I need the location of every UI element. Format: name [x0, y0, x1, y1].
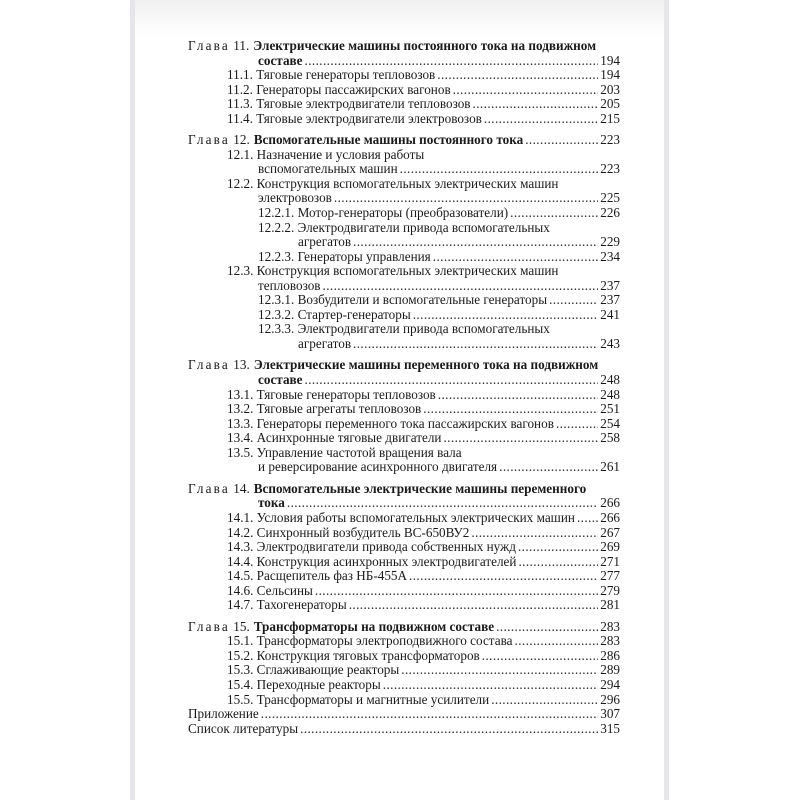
toc-entry[interactable]	[188, 83, 620, 98]
subsection-number: 12.2.3.	[258, 248, 295, 264]
section-title: Электродвигатели привода собственных нужд	[256, 539, 516, 555]
subsection-title: Стартер-генераторы	[297, 306, 411, 322]
page-number: 289	[600, 662, 620, 678]
chapter-15	[188, 620, 620, 707]
section-number: 15.3.	[227, 662, 254, 678]
chapter-title-cont: составе	[258, 372, 303, 388]
chapter-14	[188, 482, 620, 613]
table-of-contents	[188, 39, 620, 736]
section-number: 12.1.	[227, 146, 254, 162]
leader-dots	[323, 279, 599, 294]
subsection-number: 12.3.2.	[258, 306, 295, 322]
page-number: 225	[600, 190, 620, 206]
page-number: 205	[600, 96, 620, 112]
page-number: 254	[600, 415, 620, 431]
toc-entry[interactable]	[188, 431, 620, 446]
page-number: 203	[600, 81, 620, 97]
page-number: 281	[600, 597, 620, 613]
chapter-number: 15.	[233, 618, 250, 634]
leader-dots	[473, 97, 599, 112]
section-title: Тяговые генераторы тепловозов	[256, 386, 436, 402]
leader-dots	[300, 722, 598, 737]
leader-dots	[423, 402, 598, 417]
section-title: Трансформаторы электроподвижного состава	[256, 633, 513, 649]
page-number: 271	[600, 553, 620, 569]
page-number: 241	[600, 306, 620, 322]
page-number: 215	[600, 110, 620, 126]
section-title: Конструкция вспомогательных электрических машин	[256, 263, 559, 279]
page-number: 194	[600, 67, 620, 83]
page-number: 237	[600, 277, 620, 293]
section-number: 15.5.	[227, 691, 254, 707]
leader-dots	[577, 511, 598, 526]
section-number: 14.5.	[227, 568, 254, 584]
subsection-title-cont: агрегатов	[298, 335, 352, 351]
leader-dots	[515, 634, 599, 649]
page-number: 266	[600, 495, 620, 511]
section-number: 11.4.	[227, 110, 253, 126]
section-title: Генераторы переменного тока пассажирских вагонов	[256, 415, 554, 431]
page-number: 294	[600, 676, 620, 692]
leader-dots	[401, 663, 598, 678]
leader-dots	[510, 206, 598, 221]
chapter-label: Глава	[188, 480, 230, 496]
toc-entry[interactable]	[188, 526, 620, 541]
page-number: 223	[600, 132, 620, 148]
section-title: Асинхронные тяговые двигатели	[256, 430, 442, 446]
page-number: 223	[600, 161, 620, 177]
section-number: 15.1.	[227, 633, 254, 649]
section-number: 14.7.	[227, 597, 254, 613]
chapter-title: Вспомогательные электрические машины переменного	[253, 480, 587, 496]
toc-entry[interactable]	[188, 97, 620, 112]
toc-entry[interactable]	[188, 555, 620, 570]
toc-entry[interactable]	[188, 693, 620, 708]
section-number: 15.2.	[227, 647, 254, 663]
page-number: 226	[600, 205, 620, 221]
chapter-title-cont: составе	[258, 52, 303, 68]
leader-dots	[453, 83, 599, 98]
toc-entry[interactable]	[188, 598, 620, 613]
toc-subentry-continued[interactable]	[188, 337, 620, 352]
leader-dots	[315, 584, 598, 599]
section-number: 14.6.	[227, 582, 254, 598]
toc-entry-appendix[interactable]	[188, 707, 620, 722]
leader-dots	[287, 496, 598, 511]
section-title: Условия работы вспомогательных электрических машин	[256, 509, 575, 525]
page-edge-right	[664, 0, 669, 800]
toc-entry[interactable]	[188, 388, 620, 403]
subsection-number: 12.2.2.	[258, 219, 295, 235]
leader-dots	[383, 678, 598, 693]
leader-dots	[433, 250, 598, 265]
leader-dots	[491, 693, 598, 708]
chapter-title: Вспомогательные машины постоянного тока	[253, 132, 524, 148]
page-number: 248	[600, 386, 620, 402]
toc-entry[interactable]	[188, 446, 620, 461]
section-title: Тяговые генераторы тепловозов	[256, 67, 436, 83]
section-number: 13.5.	[227, 444, 254, 460]
toc-entry-continued[interactable]	[188, 460, 620, 475]
section-number: 14.4.	[227, 553, 254, 569]
toc-entry[interactable]	[188, 569, 620, 584]
section-title: Трансформаторы и магнитные усилители	[256, 691, 490, 707]
section-title: Тахогенераторы	[256, 597, 347, 613]
appendix-title: Приложение	[188, 706, 259, 722]
section-number: 11.2.	[227, 81, 253, 97]
subsection-title: Генераторы управления	[297, 248, 431, 264]
section-title: Тяговые электродвигатели тепловозов	[256, 96, 471, 112]
section-title: Управление частотой вращения вала	[256, 444, 462, 460]
toc-entry[interactable]	[188, 264, 620, 279]
leader-dots	[518, 555, 598, 570]
page-number: 251	[600, 401, 620, 417]
page-number: 261	[600, 459, 620, 475]
chapter-13	[188, 358, 620, 474]
leader-dots	[484, 112, 598, 127]
leader-dots	[334, 191, 598, 206]
page-number: 279	[600, 582, 620, 598]
toc-entry[interactable]	[188, 68, 620, 83]
section-title-cont: тепловозов	[258, 277, 321, 293]
section-title: Сглаживающие реакторы	[256, 662, 400, 678]
chapter-heading[interactable]	[188, 39, 620, 54]
section-number: 13.1.	[227, 386, 254, 402]
chapter-heading[interactable]	[188, 620, 620, 635]
toc-subentry-continued[interactable]	[188, 235, 620, 250]
chapter-label: Глава	[188, 38, 230, 53]
section-number: 11.1.	[227, 67, 253, 83]
section-title: Синхронный возбудитель ВС-650ВУ2	[256, 524, 470, 540]
toc-entry-references[interactable]	[188, 722, 620, 737]
leader-dots	[482, 649, 598, 664]
page-number: 307	[600, 706, 620, 722]
section-number: 12.2.	[227, 175, 254, 191]
leader-dots	[353, 337, 598, 352]
leader-dots	[556, 417, 598, 432]
leader-dots	[353, 235, 598, 250]
leader-dots	[518, 540, 598, 555]
page-number: 194	[600, 52, 620, 68]
chapter-heading[interactable]	[188, 133, 620, 148]
leader-dots	[438, 388, 598, 403]
chapter-11	[188, 39, 620, 126]
subsection-title: Электродвигатели привода вспомогательных	[297, 321, 550, 337]
section-number: 14.2.	[227, 524, 254, 540]
toc-entry[interactable]	[188, 678, 620, 693]
chapter-heading-continued[interactable]	[188, 496, 620, 511]
subsection-number: 12.2.1.	[258, 205, 295, 221]
chapter-heading[interactable]	[188, 482, 620, 497]
leader-dots	[499, 460, 598, 475]
toc-subentry[interactable]	[188, 250, 620, 265]
toc-entry[interactable]	[188, 112, 620, 127]
subsection-title: Мотор-генераторы (преобразователи)	[297, 205, 509, 221]
chapter-number: 13.	[233, 357, 250, 373]
section-title: Переходные реакторы	[256, 676, 381, 692]
section-number: 12.3.	[227, 263, 254, 279]
toc-entry[interactable]	[188, 417, 620, 432]
page-number: 237	[600, 292, 620, 308]
toc-entry-continued[interactable]	[188, 162, 620, 177]
toc-entry[interactable]	[188, 511, 620, 526]
page-number: 269	[600, 539, 620, 555]
section-number: 11.3.	[227, 96, 253, 112]
page-number: 258	[600, 430, 620, 446]
chapter-number: 11.	[233, 38, 250, 53]
toc-entry[interactable]	[188, 148, 620, 163]
toc-entry[interactable]	[188, 402, 620, 417]
leader-dots	[443, 431, 598, 446]
chapter-number: 14.	[233, 480, 250, 496]
section-title: Назначение и условия работы	[256, 146, 425, 162]
leader-dots	[305, 54, 599, 69]
toc-entry-continued[interactable]	[188, 279, 620, 294]
leader-dots	[305, 373, 599, 388]
toc-entry-continued[interactable]	[188, 191, 620, 206]
page-number: 234	[600, 248, 620, 264]
toc-subentry[interactable]	[188, 206, 620, 221]
page-number: 315	[600, 720, 620, 736]
chapter-number: 12.	[233, 132, 250, 148]
leader-dots	[549, 293, 598, 308]
toc-subentry[interactable]	[188, 293, 620, 308]
toc-entry[interactable]	[188, 584, 620, 599]
page-number: 266	[600, 509, 620, 525]
page-number: 283	[600, 633, 620, 649]
section-number: 13.4.	[227, 430, 254, 446]
toc-entry[interactable]	[188, 663, 620, 678]
leader-dots	[409, 569, 598, 584]
leader-dots	[437, 68, 598, 83]
page-number: 277	[600, 568, 620, 584]
section-title-cont: электровозов	[258, 190, 332, 206]
section-title: Расщепитель фаз НБ-455А	[256, 568, 408, 584]
toc-subentry[interactable]	[188, 322, 620, 337]
chapter-title-cont: тока	[258, 495, 285, 511]
section-title: Сельсины	[256, 582, 313, 598]
references-title: Список литературы	[188, 720, 299, 736]
toc-subentry[interactable]	[188, 308, 620, 323]
chapter-title: Электрические машины постоянного тока на подвижном	[253, 38, 597, 53]
section-number: 13.3.	[227, 415, 254, 431]
page-number: 286	[600, 647, 620, 663]
section-title: Конструкция тяговых трансформаторов	[256, 647, 480, 663]
section-title: Генераторы пассажирских вагонов	[256, 81, 451, 97]
subsection-number: 12.3.1.	[258, 292, 295, 308]
chapter-label: Глава	[188, 357, 230, 373]
page-number: 243	[600, 335, 620, 351]
chapter-label: Глава	[188, 132, 230, 148]
leader-dots	[413, 308, 598, 323]
leader-dots	[261, 707, 598, 722]
subsection-title: Электродвигатели привода вспомогательных	[297, 219, 550, 235]
page-number: 283	[600, 618, 620, 634]
subsection-title: Возбудители и вспомогательные генераторы	[297, 292, 548, 308]
leader-dots	[525, 133, 598, 148]
leader-dots	[496, 620, 598, 635]
page-number: 229	[600, 234, 620, 250]
section-title: Тяговые электродвигатели электровозов	[256, 110, 482, 126]
subsection-title-cont: агрегатов	[298, 234, 352, 250]
section-title: Конструкция асинхронных электродвигателей	[256, 553, 517, 569]
page-number: 267	[600, 524, 620, 540]
chapter-heading-continued[interactable]	[188, 54, 620, 69]
chapter-title: Трансформаторы на подвижном составе	[253, 618, 495, 634]
section-title: Тяговые агрегаты тепловозов	[256, 401, 422, 417]
section-number: 14.1.	[227, 509, 254, 525]
chapter-12	[188, 133, 620, 351]
section-number: 13.2.	[227, 401, 254, 417]
chapter-title: Электрические машины переменного тока на подвижном	[253, 357, 599, 373]
toc-entry[interactable]	[188, 649, 620, 664]
chapter-heading[interactable]	[188, 358, 620, 373]
leader-dots	[400, 162, 599, 177]
subsection-number: 12.3.3.	[258, 321, 295, 337]
leader-dots	[349, 598, 599, 613]
chapter-label: Глава	[188, 618, 230, 634]
toc-entry[interactable]	[188, 177, 620, 192]
page-number: 296	[600, 691, 620, 707]
section-title-cont: и реверсирование асинхронного двигателя	[258, 459, 498, 475]
toc-entry[interactable]	[188, 540, 620, 555]
section-title: Конструкция вспомогательных электрических машин	[256, 175, 559, 191]
chapter-heading-continued[interactable]	[188, 373, 620, 388]
toc-entry[interactable]	[188, 634, 620, 649]
section-number: 14.3.	[227, 539, 254, 555]
leader-dots	[471, 526, 598, 541]
toc-subentry[interactable]	[188, 221, 620, 236]
section-number: 15.4.	[227, 676, 254, 692]
section-title-cont: вспомогательных машин	[258, 161, 398, 177]
page-number: 248	[600, 372, 620, 388]
